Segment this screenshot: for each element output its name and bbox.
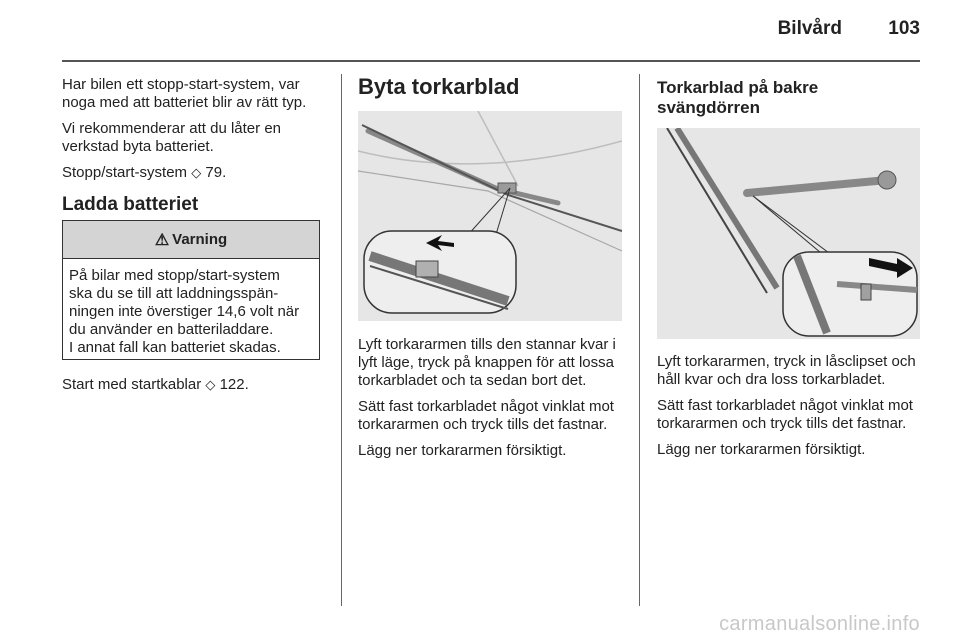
wiper-blade-rear-illustration [657, 128, 920, 339]
warning-header [63, 221, 319, 259]
page-ref-arrow-icon: ◇ [205, 377, 216, 392]
paragraph [62, 164, 328, 182]
warning-line: På bilar med stopp/start-system [69, 267, 280, 284]
column-1 [62, 76, 328, 214]
paragraph: Har bilen ett stopp-start-system, var noga med att batteriet blir av rätt typ. [62, 76, 307, 111]
column-3-text [657, 353, 923, 467]
paragraph: Lägg ner torkararmen försiktigt. [657, 441, 866, 458]
warning-line: du använder en batteriladdare. [69, 321, 274, 338]
paragraph: Sätt fast torkarbladet något vinklat mot torkararmen och tryck tills det fastnar. [358, 398, 614, 433]
page-reference[interactable]: 122. [219, 376, 249, 393]
warning-line: ningen inte överstiger 14,6 volt när [69, 303, 300, 320]
warning-box [62, 220, 320, 360]
page-number: 103 [888, 18, 920, 39]
warning-body [63, 259, 319, 357]
section-heading-line: Torkarblad på bakre [657, 78, 819, 97]
section-heading-line: svängdörren [657, 98, 760, 117]
paragraph [62, 376, 328, 394]
paragraph: Sätt fast torkarbladet något vinklat mot torkararmen och tryck tills det fastnar. [657, 397, 913, 432]
column-1-bottom [62, 376, 328, 402]
header-divider [62, 60, 920, 62]
column-divider-2 [639, 74, 640, 606]
paragraph: Lyft torkararmen tills den stannar kvar i lyft läge, tryck på knappen för att lossa torkarbladet och ta sedan bort det. [358, 336, 616, 389]
warning-line: ska du se till att laddningsspän- [69, 285, 279, 302]
section-heading: Ladda batteriet [62, 194, 199, 215]
warning-title: Varning [172, 231, 228, 248]
column-2-text [358, 336, 624, 468]
column-3-heading [657, 78, 923, 118]
section-title: Bilvård [777, 18, 842, 39]
page-ref-arrow-icon: ◇ [191, 165, 202, 180]
page-reference[interactable]: 79. [205, 164, 227, 181]
paragraph: Lägg ner torkararmen försiktigt. [358, 442, 567, 459]
wiper-blade-front-illustration [358, 111, 622, 321]
column-divider-1 [341, 74, 342, 606]
section-heading: Byta torkarblad [358, 74, 520, 99]
paragraph: Vi rekommenderar att du låter en verkstad byta batteriet. [62, 120, 282, 155]
reference-text: Start med startkablar [62, 376, 202, 393]
column-2-heading [358, 74, 624, 99]
warning-triangle-icon: ⚠ [154, 231, 170, 249]
reference-text: Stopp/start-system [62, 164, 188, 181]
paragraph: Lyft torkararmen, tryck in låsclipset och håll kvar och dra loss torkarbladet. [657, 353, 916, 388]
warning-line: I annat fall kan batteriet skadas. [69, 339, 281, 356]
watermark: carmanualsonline.info [719, 613, 920, 635]
